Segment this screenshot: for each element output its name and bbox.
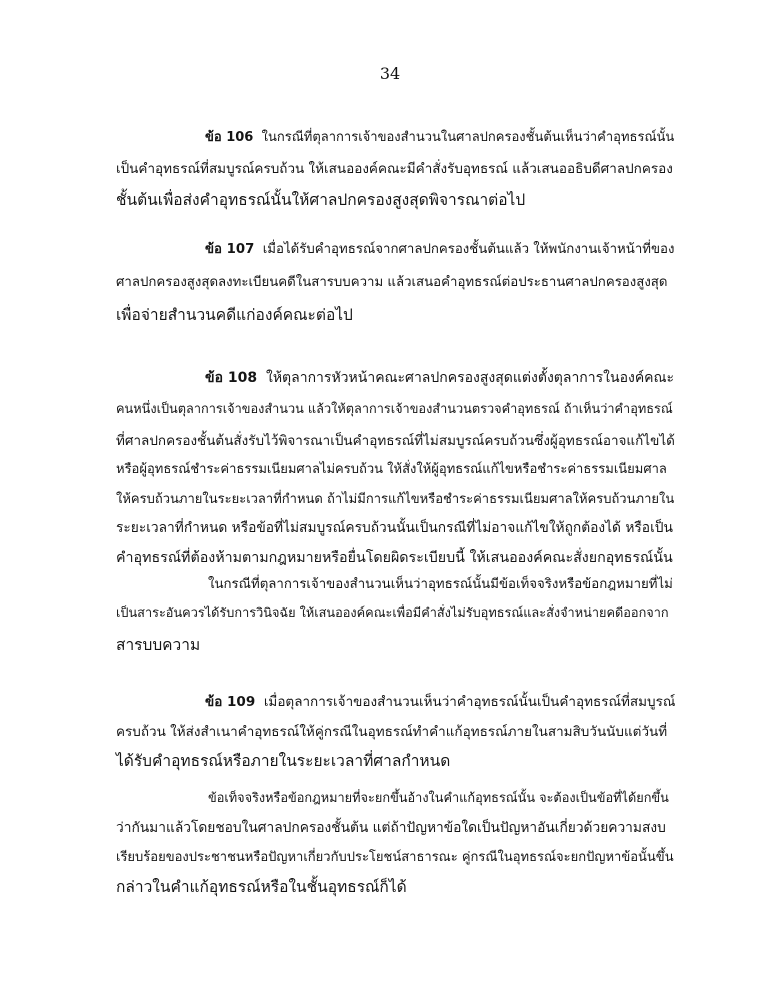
section-109-label: ข้อ 109 — [205, 694, 256, 710]
page-number: 34 — [379, 64, 401, 83]
section-108-line-2: คนหนึ่งเป็นตุลาการเจ้าของสำนวน แล้วให้ตุลาการเจ้าของสำนวนตรวจคำอุทธรณ์ ถ้าเห็นว่าคำอุทธรณ์ — [116, 402, 673, 417]
section-109-para2-line-1: ข้อเท็จจริงหรือข้อกฎหมายที่จะยกขึ้นอ้างในคำแก้อุทธรณ์นั้น จะต้องเป็นข้อที่ได้ยกขึ้น — [208, 791, 669, 806]
section-109-line-3: ได้รับคำอุทธรณ์หรือภายในระยะเวลาที่ศาลกำหนด — [116, 752, 451, 770]
section-108-para2-line-1: ในกรณีที่ตุลาการเจ้าของสำนวนเห็นว่าอุทธรณ์นั้นมีข้อเท็จจริงหรือข้อกฎหมายที่ไม่ — [208, 577, 673, 592]
section-109-line-1: ข้อ 109 เมื่อตุลาการเจ้าของสำนวนเห็นว่าคำอุทธรณ์นั้นเป็นคำอุทธรณ์ที่สมบูรณ์ — [205, 694, 676, 710]
section-108-line-4: หรือผู้อุทธรณ์ชำระค่าธรรมเนียมศาลไม่ครบถ้วน ให้สั่งให้ผู้อุทธรณ์แก้ไขหรือชำระค่าธรรมเนียมศาล — [116, 462, 667, 477]
section-107-line-2: ศาลปกครองสูงสุดลงทะเบียนคดีในสารบบความ แล้วเสนอคำอุทธรณ์ต่อประธานศาลปกครองสูงสุด — [116, 275, 668, 290]
section-109-para2-line-3: เรียบร้อยของประชาชนหรือปัญหาเกี่ยวกับประโยชน์สาธารณะ คู่กรณีในอุทธรณ์จะยกปัญหาข้อนั้นขึ้น — [116, 850, 674, 865]
section-106-line-3: ชั้นต้นเพื่อส่งคำอุทธรณ์นั้นให้ศาลปกครองสูงสุดพิจารณาต่อไป — [116, 191, 526, 209]
section-108-line-1: ข้อ 108 ให้ตุลาการหัวหน้าคณะศาลปกครองสูงสุดแต่งตั้งตุลาการในองค์คณะ — [205, 370, 675, 386]
section-108-line-3: ที่ศาลปกครองชั้นต้นสั่งรับไว้พิจารณาเป็นคำอุทธรณ์ที่ไม่สมบูรณ์ครบถ้วนซึ่งผู้อุทธรณ์อาจแก้ไขได้ — [116, 433, 675, 449]
section-106-line-2: เป็นคำอุทธรณ์ที่สมบูรณ์ครบถ้วน ให้เสนอองค์คณะมีคำสั่งรับอุทธรณ์ แล้วเสนออธิบดีศาลปกครอง — [116, 161, 673, 177]
section-109-line-2: ครบถ้วน ให้ส่งสำเนาคำอุทธรณ์ให้คู่กรณีในอุทธรณ์ทำคำแก้อุทธรณ์ภายในสามสิบวันนับแต่วันที่ — [116, 724, 668, 740]
section-109-para2-line-2: ว่ากันมาแล้วโดยชอบในศาลปกครองชั้นต้น แต่ถ้าปัญหาข้อใดเป็นปัญหาอันเกี่ยวด้วยความสงบ — [116, 820, 666, 836]
section-108-label: ข้อ 108 — [205, 370, 258, 386]
section-108-line-7: คำอุทธรณ์ที่ต้องห้ามตามกฎหมายหรือยื่นโดยผิดระเบียบนี้ ให้เสนอองค์คณะสั่งยกอุทธรณ์นั้น — [116, 550, 673, 566]
section-107-line-3: เพื่อจ่ายสำนวนคดีแก่องค์คณะต่อไป — [116, 306, 353, 324]
section-106-line-1: ข้อ 106 ในกรณีที่ตุลาการเจ้าของสำนวนในศาลปกครองชั้นต้นเห็นว่าคำอุทธรณ์นั้น — [205, 130, 675, 145]
section-106-label: ข้อ 106 — [205, 130, 254, 145]
section-107-line-1: ข้อ 107 เมื่อได้รับคำอุทธรณ์จากศาลปกครองชั้นต้นแล้ว ให้พนักงานเจ้าหน้าที่ของ — [205, 242, 675, 257]
section-107-label: ข้อ 107 — [205, 242, 255, 257]
section-108-para2-line-2: เป็นสาระอันควรได้รับการวินิจฉัย ให้เสนอองค์คณะเพื่อมีคำสั่งไม่รับอุทธรณ์และสั่งจำหน่ายคดีออกจาก — [116, 606, 669, 621]
section-109-para2-line-4: กล่าวในคำแก้อุทธรณ์หรือในชั้นอุทธรณ์ก็ได้ — [116, 878, 407, 896]
section-108-line-6: ระยะเวลาที่กำหนด หรือข้อที่ไม่สมบูรณ์ครบถ้วนนั้นเป็นกรณีที่ไม่อาจแก้ไขให้ถูกต้องได้ หรือเป็น — [116, 520, 673, 536]
section-108-line-5: ให้ครบถ้วนภายในระยะเวลาที่กำหนด ถ้าไม่มีการแก้ไขหรือชำระค่าธรรมเนียมศาลให้ครบถ้วนภายใน — [116, 492, 675, 507]
section-108-para2-line-3: สารบบความ — [116, 636, 201, 654]
